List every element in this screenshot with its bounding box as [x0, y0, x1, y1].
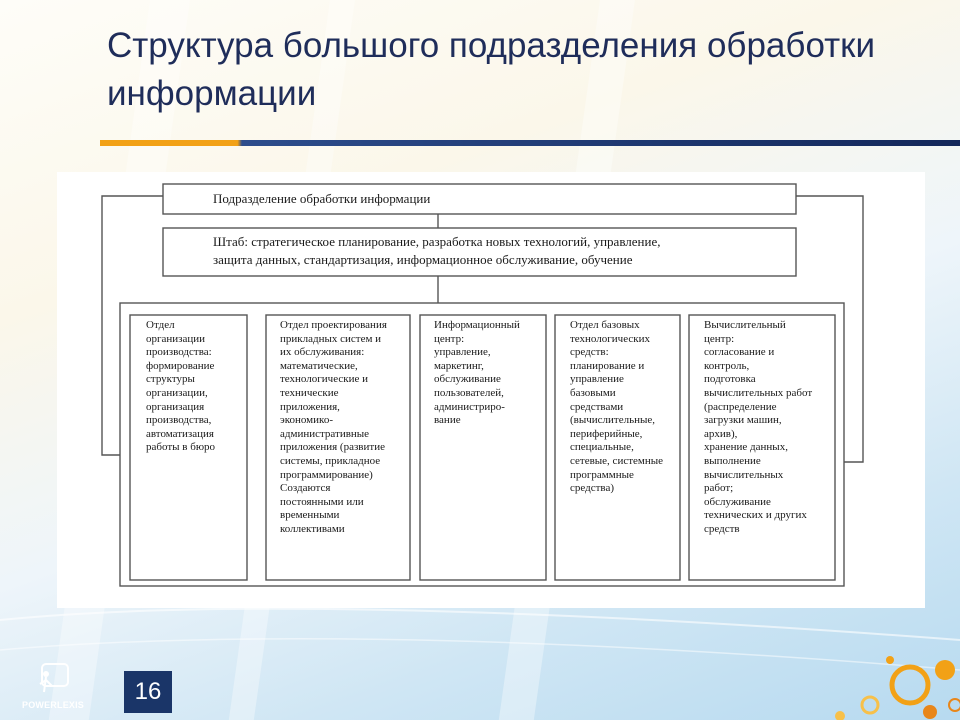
dept-3-line: центр:: [434, 332, 465, 345]
dept-2-line: приложения (развитие: [280, 441, 385, 454]
dept-3-line: Информационный: [434, 319, 520, 331]
dept-3-line: пользователей,: [434, 386, 504, 399]
dept-5-line: вычислительных: [704, 468, 784, 481]
dept-5-line: средств: [704, 522, 740, 535]
dept-5-line: Вычислительный: [704, 319, 786, 331]
dept-5-line: вычислительных работ: [704, 386, 813, 399]
dept-3-line: обслуживание: [434, 373, 501, 386]
dept-4-line: средствами: [570, 400, 624, 413]
dept-1-line: формирование: [146, 359, 215, 372]
dept-3-line: маркетинг,: [434, 359, 484, 372]
top-box-text: Подразделение обработки информации: [213, 191, 431, 206]
dept-5-line: загрузки машин,: [704, 414, 782, 427]
dept-1-line: структуры: [146, 373, 195, 386]
dept-4-line: технологических: [570, 332, 650, 345]
slide-number: 16: [124, 671, 172, 713]
dept-2-text: [280, 319, 408, 537]
dept-1-line: организация: [146, 400, 205, 413]
dept-2-line: Создаются: [280, 482, 331, 495]
dept-4-line: Отдел базовых: [570, 319, 640, 331]
logo-text: POWERLEXIS: [22, 700, 85, 710]
dept-3-line: вание: [434, 414, 461, 427]
decorative-circles: [740, 630, 960, 720]
dept-1-line: производства,: [146, 414, 212, 427]
dept-4-line: сетевые, системные: [570, 454, 664, 467]
brand-logo: [22, 660, 92, 715]
dept-2-line: административные: [280, 427, 370, 440]
dept-2-line: постоянными или: [280, 495, 364, 508]
dept-5-line: обслуживание: [704, 495, 771, 508]
dept-5-line: (распределение: [704, 400, 777, 413]
dept-2-line: технологические и: [280, 373, 368, 386]
dept-1-line: производства:: [146, 346, 212, 359]
dept-4-line: средств:: [570, 346, 609, 359]
dept-5-line: подготовка: [704, 373, 756, 386]
dept-5-line: согласование и: [704, 346, 775, 359]
dept-4-line: специальные,: [570, 441, 634, 454]
dept-4-text: [570, 319, 678, 496]
dept-2-line: программирование): [280, 468, 373, 481]
dept-5-line: хранение данных,: [704, 441, 788, 454]
dept-4-line: управление: [570, 373, 624, 386]
dept-4-line: программные: [570, 468, 634, 481]
dept-3-text: [434, 319, 542, 428]
title-underline: [100, 140, 960, 146]
logo-figure-icon: [22, 660, 92, 700]
dept-5-line: работ;: [704, 482, 734, 495]
dept-2-line: технические: [280, 386, 339, 399]
dept-4-line: периферийные,: [570, 427, 643, 440]
dept-2-line: временными: [280, 509, 340, 522]
dept-2-line: коллективами: [280, 522, 345, 535]
dept-4-line: планирование и: [570, 359, 645, 372]
dept-5-text: [704, 319, 832, 537]
staff-line-2: защита данных, стандартизация, информационное обслуживание, обучение: [213, 252, 633, 267]
dept-2-line: их обслуживания:: [280, 346, 365, 359]
dept-4-line: средства): [570, 482, 614, 495]
diagram-panel: [57, 172, 925, 608]
dept-5-line: архив),: [704, 427, 738, 440]
dept-2-line: приложения,: [280, 400, 340, 413]
dept-3-line: управление,: [434, 346, 491, 359]
dept-1-line: организации,: [146, 386, 208, 399]
dept-2-line: Отдел проектирования: [280, 319, 387, 331]
dept-5-line: центр:: [704, 332, 735, 345]
dept-4-line: (вычислительные,: [570, 414, 656, 427]
staff-line-1: Штаб: стратегическое планирование, разработка новых технологий, управление,: [213, 234, 661, 249]
dept-1-line: работы в бюро: [146, 441, 216, 454]
dept-2-line: экономико-: [280, 414, 333, 427]
dept-1-line: автоматизация: [146, 427, 214, 440]
dept-5-line: контроль,: [704, 359, 750, 372]
dept-4-line: базовыми: [570, 386, 616, 399]
dept-1-line: организации: [146, 332, 206, 345]
dept-2-line: прикладных систем и: [280, 332, 382, 345]
dept-2-line: системы, прикладное: [280, 454, 381, 467]
dept-1-text: [146, 319, 228, 455]
slide-title: Структура большого подразделения обработки информации: [107, 26, 876, 113]
dept-1-line: Отдел: [146, 319, 175, 331]
dept-3-line: администриро-: [434, 400, 505, 413]
dept-5-line: выполнение: [704, 454, 761, 467]
dept-2-line: математические,: [280, 359, 358, 372]
dept-5-line: технических и других: [704, 509, 807, 522]
